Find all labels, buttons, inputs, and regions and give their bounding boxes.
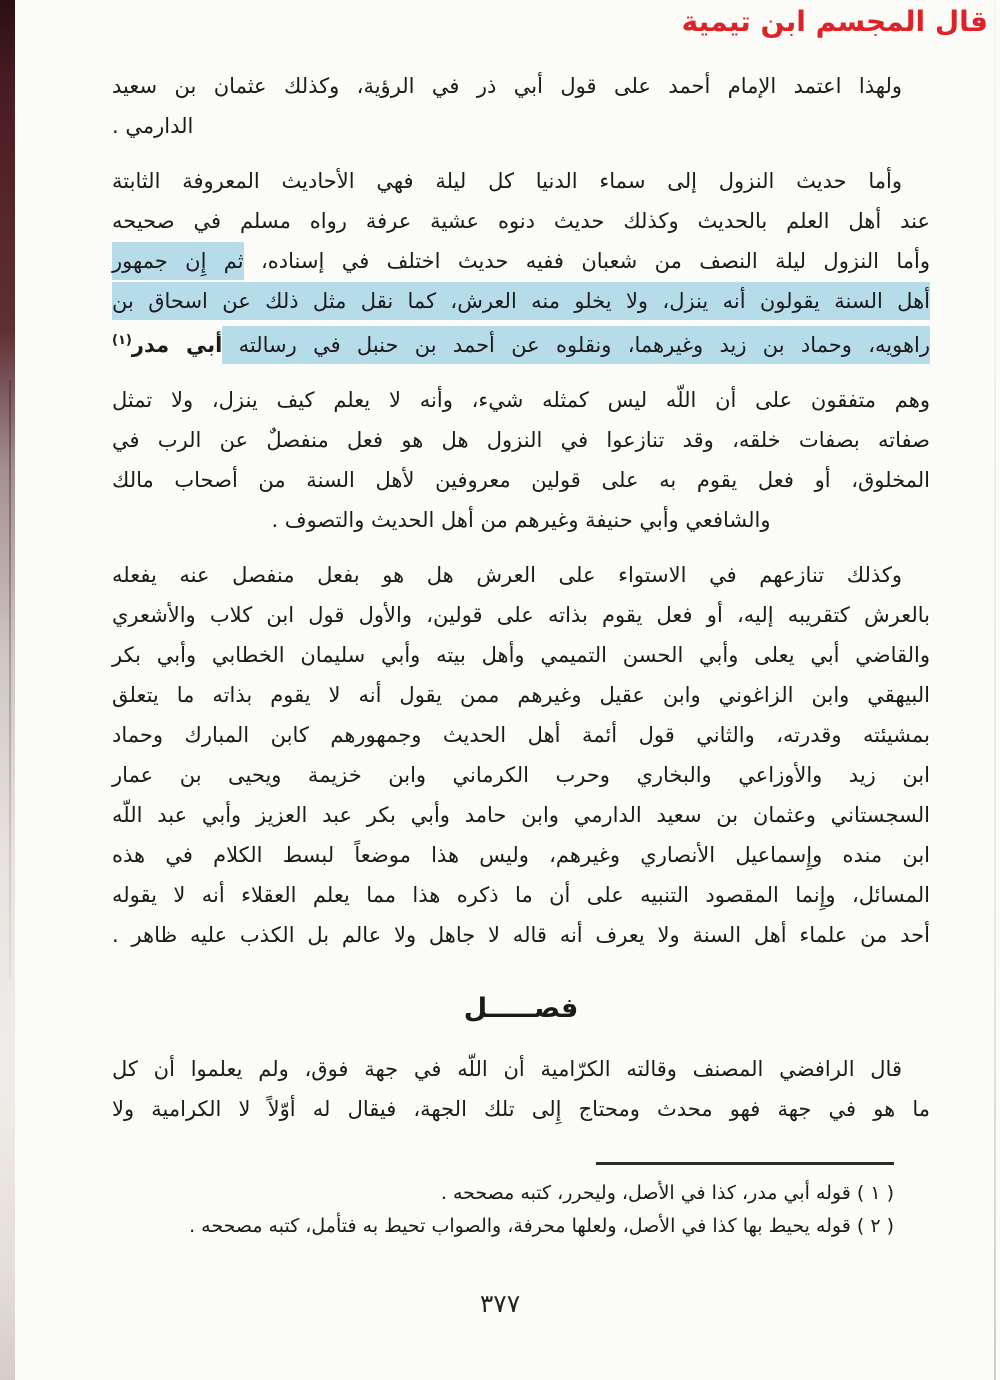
text-segment: البيهقي وابن الزاغوني وابن عقيل وغيرهم ممن يقول أنه لا يقوم بذاته ما يتعلق — [112, 683, 930, 707]
binding-shadow-line — [9, 380, 11, 980]
text-line — [112, 161, 930, 201]
text-line — [112, 420, 930, 460]
text-line — [112, 241, 930, 281]
text-line — [112, 460, 930, 500]
text-segment: المخلوق، أو فعل يقوم به على قولين معروفين لأهل السنة من أصحاب مالك — [112, 468, 930, 492]
text-line — [112, 835, 930, 875]
scan-right-edge — [994, 0, 996, 1380]
text-line — [112, 715, 930, 755]
paragraph — [112, 555, 930, 955]
section-heading: فصـــــل — [463, 993, 579, 1024]
text-line — [112, 595, 930, 635]
text-segment: قال الرافضي المصنف وقالته الكرّامية أن اللّه في جهة فوق، ولم يعلموا أن كل — [112, 1057, 902, 1081]
text-line — [112, 635, 930, 675]
text-line — [112, 795, 930, 835]
text-segment: أحد من علماء أهل السنة ولا يعرف أنه قاله لا جاهل ولا عالم بل الكذب عليه ظاهر . — [112, 923, 930, 947]
text-segment: وأما النزول ليلة النصف من شعبان ففيه حديث اختلف في إسناده، — [243, 249, 930, 273]
footnote: ( ١ ) قوله أبي مدر، كذا في الأصل، وليحرر، كتبه مصححه . — [440, 1182, 894, 1204]
text-line — [112, 66, 930, 106]
text-line — [112, 1089, 930, 1129]
text-segment: والقاضي أبي يعلى وأبي الحسن التميمي وأهل بيته وأبي سليمان الخطابي وأبي بكر — [112, 643, 930, 667]
text-segment: وكذلك تنازعهم في الاستواء على العرش هل هو بفعل منفصل عنه يفعله — [112, 563, 902, 587]
highlighted-text: راهويه، وحماد بن زيد وغيرهما، ونقلوه عن أحمد بن حنبل في رسالته — [222, 326, 930, 364]
book-binding-edge — [0, 0, 15, 1380]
text-segment: والشافعي وأبي حنيفة وغيرهم من أهل الحديث والتصوف . — [271, 508, 771, 532]
text-line — [112, 380, 930, 420]
text-line — [112, 675, 930, 715]
text-line — [112, 106, 930, 146]
paragraph — [112, 1049, 930, 1129]
text-segment: ابن منده وإِسماعيل الأنصاري وغيرهم، وليس هذا موضعاً لبسط الكلام في هذه — [112, 843, 930, 867]
text-line — [112, 201, 930, 241]
paragraph — [112, 66, 930, 146]
footnote-marker: (١) — [112, 333, 132, 348]
footnote: ( ٢ ) قوله يحيط بها كذا في الأصل، ولعلها محرفة، والصواب تحيط به فتأمل، كتبه مصححه . — [189, 1215, 894, 1237]
text-line — [112, 875, 930, 915]
footnote-list — [112, 1177, 930, 1243]
highlighted-text: ثم إِن جمهور — [112, 242, 244, 280]
text-segment: الدارمي . — [112, 114, 194, 138]
text-segment: المسائل، وإِنما المقصود التنبيه على أن ما ذكره هذا مما يعلم العقلاء أنه لا يقوله — [112, 883, 930, 907]
text-segment: وهم متفقون على أن اللّه ليس كمثله شيء، وأنه لا يعلم كيف ينزل، ولا تمثل — [112, 388, 930, 412]
text-segment: عند أهل العلم بالحديث وكذلك حديث دنوه عشية عرفة رواه مسلم في صحيحه — [112, 209, 930, 233]
text-segment: وأما حديث النزول إلى سماء الدنيا كل ليلة فهي الأحاديث المعروفة الثابتة — [112, 169, 902, 193]
text-line — [112, 915, 930, 955]
text-segment: صفاته بصفات خلقه، وقد تنازعوا في النزول هل هو فعل منفصلٌ عن الرب في — [112, 428, 930, 452]
page-number: ٣٧٧ — [479, 1289, 521, 1318]
paragraph — [112, 380, 930, 540]
text-line — [112, 755, 930, 795]
document-body — [112, 66, 930, 1129]
text-segment: بمشيئته وقدرته، والثاني قول أئمة أهل الحديث وجمهورهم كابن المبارك وحماد — [112, 723, 930, 747]
text-segment: السجستاني وعثمان بن سعيد الدارمي وابن حامد وأبي بكر عبد العزيز وأبي عبد اللّه — [112, 803, 930, 827]
text-line — [112, 500, 930, 540]
text-line — [112, 555, 930, 595]
text-segment: ما هو في جهة فهو محدث ومحتاج إِلى تلك الجهة، فيقال له أوّلاً لا الكرامية ولا — [112, 1097, 930, 1121]
highlighted-text: أهل السنة يقولون أنه ينزل، ولا يخلو منه العرش، كما نقل مثل ذلك عن اسحاق بن — [112, 282, 930, 320]
text-segment: بالعرش كتقريبه إليه، أو فعل يقوم بذاته على قولين، والأول قول ابن كلاب والأشعري — [112, 603, 930, 627]
text-segment: أبي مدر — [131, 333, 223, 357]
red-annotation-title: قال المجسم ابن تيمية — [681, 5, 988, 38]
text-line — [112, 321, 930, 365]
text-line — [112, 1049, 930, 1089]
footnote-area — [112, 1162, 930, 1243]
paragraph — [112, 161, 930, 365]
text-segment: ابن زيد والأوزاعي والبخاري وحرب الكرماني وابن خزيمة ويحيى بن عمار — [112, 763, 930, 787]
text-segment: ولهذا اعتمد الإمام أحمد على قول أبي ذر في الرؤية، وكذلك عثمان بن سعيد — [112, 74, 902, 98]
text-line — [112, 281, 930, 321]
text-block — [112, 66, 930, 1243]
footnote-separator-rule — [596, 1162, 894, 1165]
